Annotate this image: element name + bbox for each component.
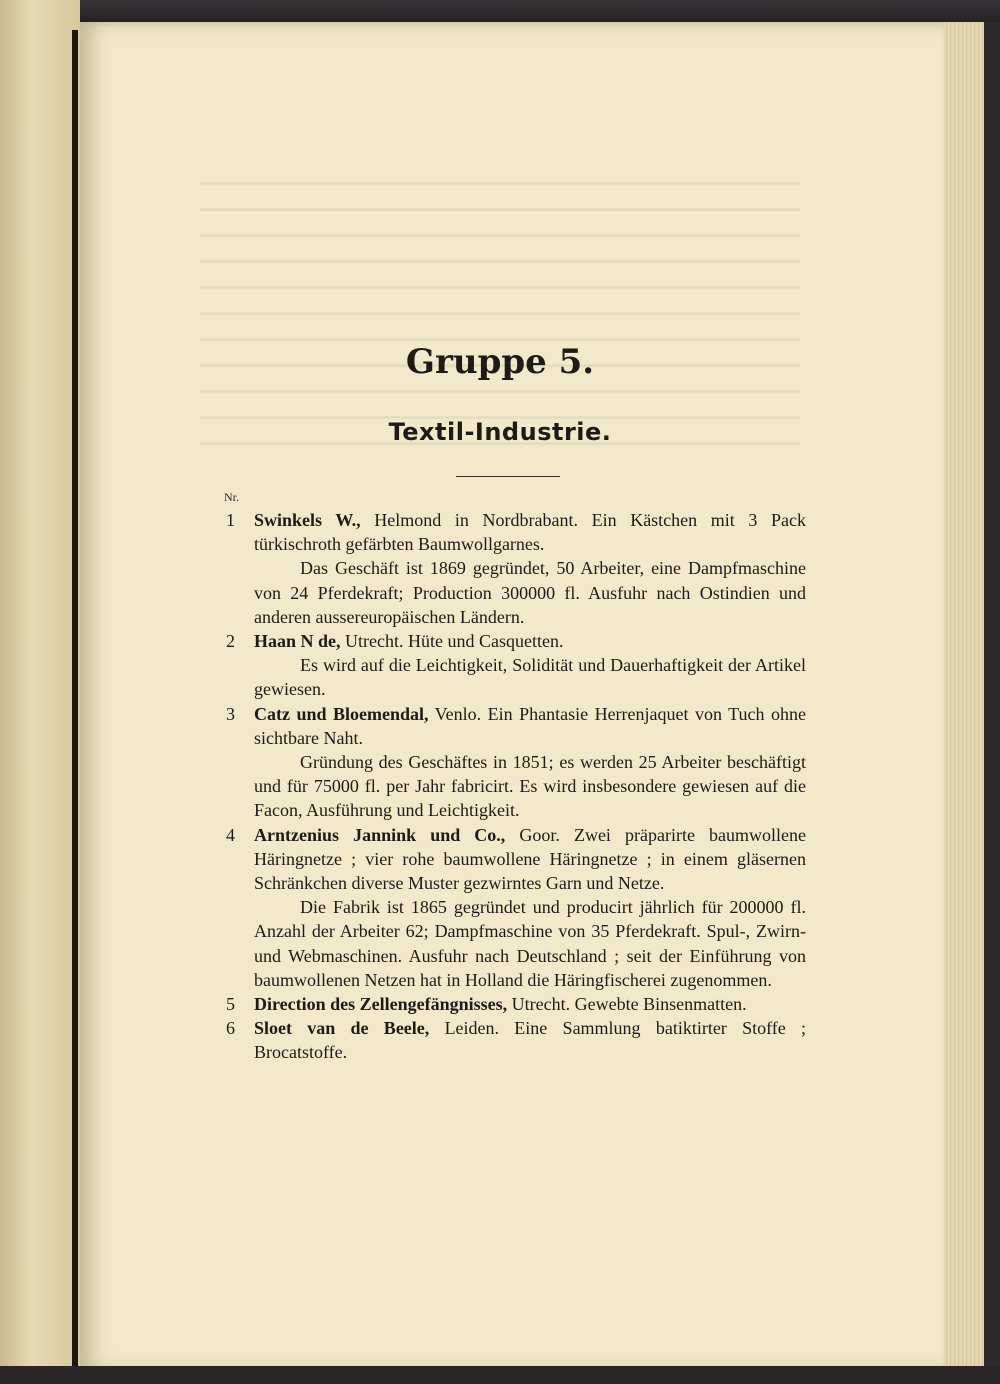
list-item xyxy=(226,508,806,629)
exhibitor-name: Sloet van de Beele, xyxy=(254,1018,430,1039)
entry-description: Helmond in Nordbrabant. Ein Kästchen mit 3 Pack türkischroth gefärbten Baumwollgarnes. xyxy=(254,510,806,555)
entry-number: 6 xyxy=(226,1018,235,1039)
exhibitor-name: Swinkels W., xyxy=(254,510,361,530)
entry-heading xyxy=(254,508,806,556)
entry-detail: Gründung des Geschäftes in 1851; es werden 25 Arbeiter beschäftigt und für 75000 fl. per Jahr fabricirt. Es wird insbesondere gewiesen auf die Facon, Ausführung und Leichtigkeit. xyxy=(254,752,806,821)
facing-page-edge xyxy=(0,0,80,1384)
exhibitor-name: Haan N de, xyxy=(254,631,341,652)
list-item xyxy=(226,823,806,992)
entry-number: 3 xyxy=(226,703,235,724)
entry-description: Utrecht. Gewebte Binsenmatten. xyxy=(507,994,747,1015)
book-spine-gutter xyxy=(72,30,78,1370)
entry-heading xyxy=(254,629,806,653)
entry-number: 5 xyxy=(226,994,235,1015)
entry-number: 4 xyxy=(226,824,235,845)
entry-detail: Das Geschäft ist 1869 gegründet, 50 Arbeiter, eine Dampfmaschine von 24 Pferdekraft; Production 300000 fl. Ausfuhr nach Ostindien und anderen aussereuropäischen Ländern. xyxy=(254,558,806,627)
list-item xyxy=(226,629,806,702)
entry-description: Utrecht. Hüte und Casquetten. xyxy=(340,631,564,652)
title-divider xyxy=(456,476,560,477)
entry-heading xyxy=(254,1016,806,1064)
entry-number: 2 xyxy=(226,631,235,652)
exhibitor-list xyxy=(226,508,806,1065)
entry-description: Leiden. Eine Sammlung batiktirter Stoffe ; Brocatstoffe. xyxy=(254,1018,807,1063)
entry-description: Venlo. Ein Phantasie Herrenjaquet von Tuch ohne sichtbare Naht. xyxy=(254,703,806,748)
entry-heading xyxy=(254,992,806,1016)
show-through-texture xyxy=(200,160,800,460)
entry-heading xyxy=(254,702,806,750)
page-subtitle: Textil-Industrie. xyxy=(388,418,612,446)
entry-description: Goor. Zwei präparirte baumwollene Häringnetze ; vier rohe baumwollene Häringnetze ; in einem gläsernen Schränkchen diverse Muster gezwirntes Garn und Netze. xyxy=(254,824,806,894)
exhibitor-name: Direction des Zellengefängnisses, xyxy=(254,994,508,1015)
book-cover-top xyxy=(0,0,1000,22)
number-column-label: Nr. xyxy=(224,490,239,504)
entry-heading xyxy=(254,823,806,896)
list-item xyxy=(226,1016,806,1064)
exhibitor-name: Catz und Bloemendal, xyxy=(254,703,429,724)
list-item xyxy=(226,702,806,823)
entry-detail: Es wird auf die Leichtigkeit, Solidität und Dauerhaftigkeit der Artikel gewiesen. xyxy=(254,655,806,700)
book-cover-bottom xyxy=(0,1366,1000,1384)
page-title: Gruppe 5. xyxy=(405,342,595,382)
page-stack-edges xyxy=(944,22,984,1372)
entry-number: 1 xyxy=(226,510,235,530)
entry-detail: Die Fabrik ist 1865 gegründet und producirt jährlich für 200000 fl. Anzahl der Arbeiter 62; Dampfmaschine von 35 Pferdekraft. Spul-, Zwirn- und Webmaschinen. Ausfuhr nach Deutschland ; seit der Einführung von baumwollenen Netzen hat in Holland die Häringfischerei zugenommen. xyxy=(254,897,806,990)
list-item xyxy=(226,992,806,1016)
exhibitor-name: Arntzenius Jannink und Co., xyxy=(254,824,506,845)
